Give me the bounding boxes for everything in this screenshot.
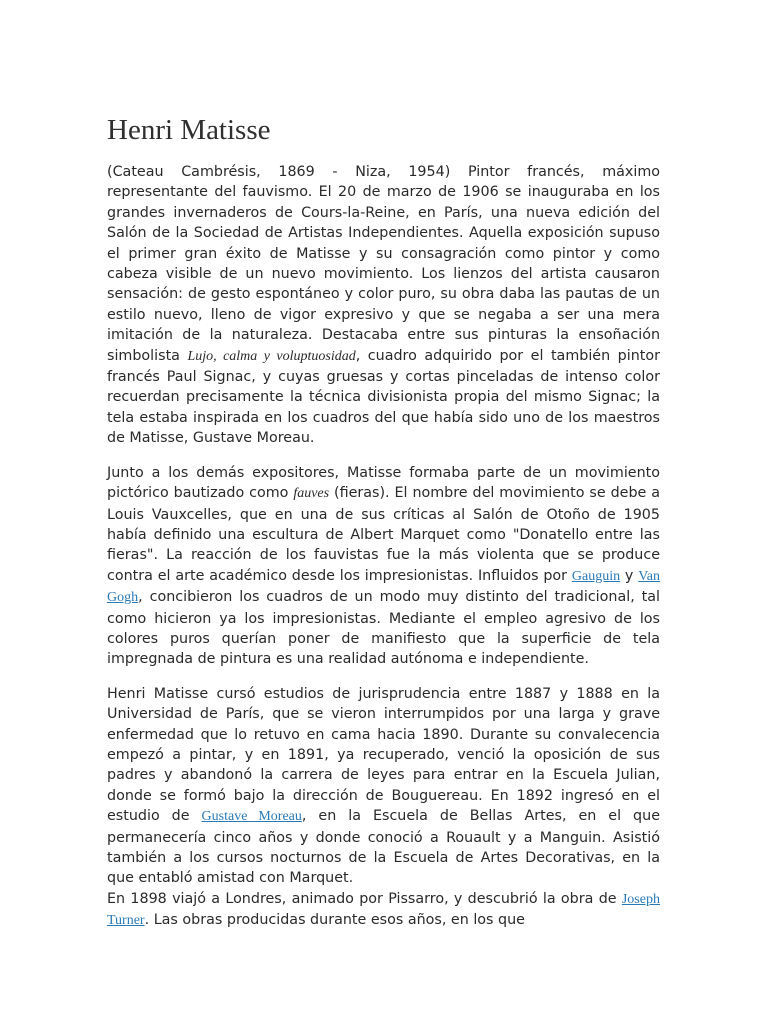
paragraph-3-text-a: Henri Matisse cursó estudios de jurisprudencia entre 1887 y 1888 en la Universidad de París, que se vieron interrumpidos por una larga y grave enfermedad que lo retuvo en cama hacia 1890. Durante su convalecencia empezó a pintar, y en 1891, ya recuperado, venció la oposición de sus padres y abandonó la carrera de leyes para entrar en la Escuela Julian, donde se formó bajo la dirección de Bouguereau. En 1892 ingresó en el estudio de (107, 685, 660, 825)
paragraph-2-text-c: y (620, 567, 639, 584)
paragraph-2 (107, 463, 660, 670)
paragraph-4-text-b: . Las obras producidas durante esos años, en los que (144, 912, 525, 929)
paragraph-3 (107, 684, 660, 889)
link-gauguin[interactable]: Gauguin (571, 568, 621, 584)
paragraph-2-text-b: (fieras). El nombre del movimiento se debe a Louis Vauxcelles, que en una de sus críticas al Salón de Otoño de 1905 había definido una escultura de Albert Marquet como "Donatello entre las fieras". La reacción de los fauvistas fue la más violenta que se produce contra el arte académico desde los impresionistas. Influidos por (107, 485, 660, 584)
paragraph-2-text-a: Junto a los demás expositores, Matisse formaba parte de un movimiento pictórico bautizado como (107, 464, 660, 502)
term-fauves: fauves (293, 486, 330, 502)
paragraph-1-text-b: , cuadro adquirido por el también pintor francés Paul Signac, y cuyas gruesas y cortas pinceladas de intenso color recuerdan precisamente la técnica divisionista propia del mismo Signac; la tela estaba inspirada en los cuadros del que había sido uno de los maestros de Matisse, Gustave Moreau. (107, 347, 660, 447)
link-gustave-moreau[interactable]: Gustave Moreau (201, 809, 302, 825)
link-joseph-turner[interactable]: Joseph Turner (107, 891, 660, 929)
paragraph-2-text-d: , concibieron los cuadros de un modo muy distinto del tradicional, tal como hicieron ya los impresionistas. Mediante el empleo agresivo de los colores puros querían poner de manifiesto que la superficie de tela impregnada de pintura es una realidad autónoma e independiente. (107, 589, 660, 668)
paragraph-4 (107, 889, 660, 932)
paragraph-1-text-a: (Cateau Cambrésis, 1869 - Niza, 1954) Pintor francés, máximo representante del fauvismo. El 20 de marzo de 1906 se inauguraba en los grandes invernaderos de Cours-la-Reine, en París, una nueva edición del Salón de la Sociedad de Artistas Independientes. Aquella exposición supuso el primer gran éxito de Matisse y su consagración como pintor y como cabeza visible de un nuevo movimiento. Los lienzos del artista causaron sensación: de gesto espontáneo y color puro, su obra daba las pautas de un estilo nuevo, lleno de vigor expresivo y que se negaba a ser una mera imitación de la naturaleza. Destacaba entre sus pinturas la ensoñación simbolista (107, 164, 660, 364)
link-van-gogh[interactable]: Van Gogh (107, 568, 660, 606)
paragraph-4-text-a: En 1898 viajó a Londres, animado por Pissarro, y descubrió la obra de (107, 890, 622, 907)
article (107, 112, 660, 946)
artwork-title-lujo-calma: Lujo, calma y voluptuosidad (187, 348, 356, 364)
page-title: Henri Matisse (107, 114, 271, 146)
paragraph-1 (107, 162, 660, 449)
paragraph-3-text-b: , en la Escuela de Bellas Artes, en el que permanecería cinco años y donde conoció a Rouault y a Manguin. Asistió también a los cursos nocturnos de la Escuela de Artes Decorativas, en la que entabló amistad con Marquet. (107, 808, 660, 887)
